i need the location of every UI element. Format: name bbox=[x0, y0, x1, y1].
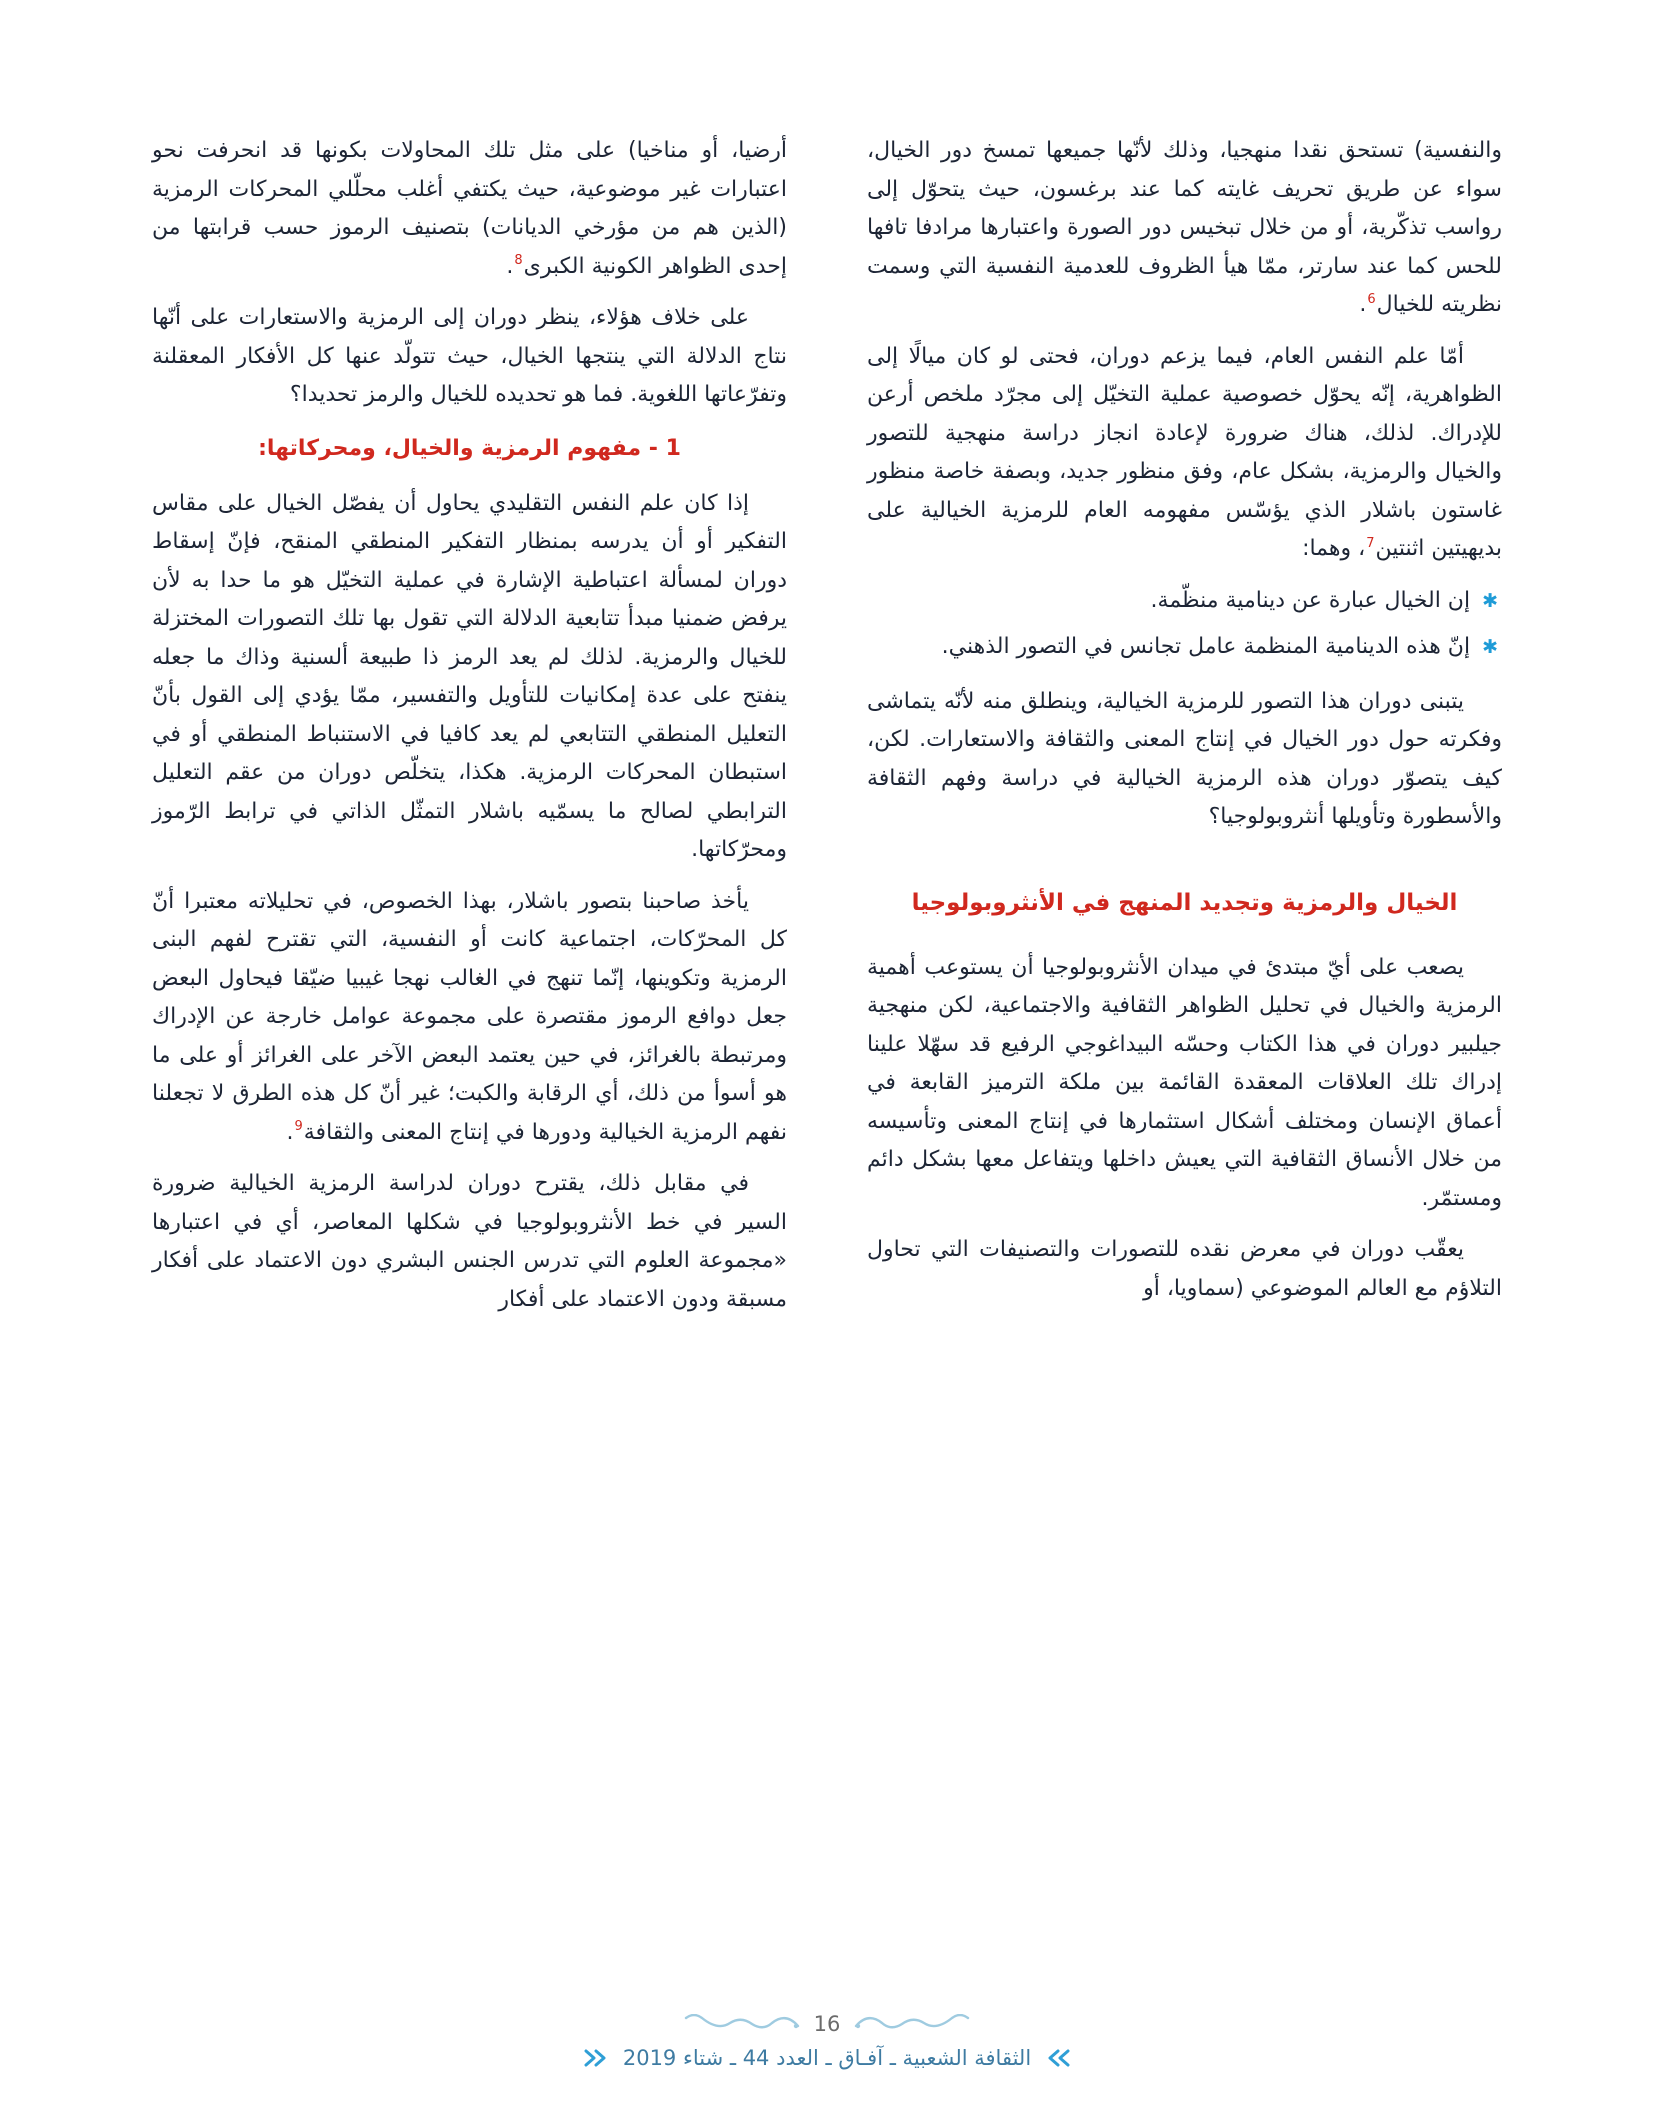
paragraph-text: يأخذ صاحبنا بتصور باشلار، بهذا الخصوص، في تحليلاته معتبرا أنّ كل المحرّكات، اجتماعية كانت أو النفسية، التي تقترح لفهم البنى الرمزية وتكوينها، إنّما تنهج في الغالب نهجا غيبيا ضيّقا فيحاول البعض جعل دوافع الرموز مقتصرة على مجموعة عوامل خارجة عن الإدراك ومرتبطة بالغرائز، في حين يعتمد البعض الآخر على الغرائز أو على ما هو أسوأ من ذلك، أي الرقابة والكبت؛ غير أنّ كل هذه الطرق لا تجعلنا نفهم الرمزية الخيالية ودورها في إنتاج المعنى والثقافة bbox=[152, 888, 787, 1145]
paragraph bbox=[867, 338, 1502, 569]
journal-title-line: الثقافة الشعبية ـ آفـاق ـ العدد 44 ـ شتاء 2019 bbox=[622, 2046, 1032, 2070]
paragraph bbox=[152, 883, 787, 1153]
flourish-icon bbox=[682, 2014, 802, 2034]
paragraph: إذا كان علم النفس التقليدي يحاول أن يفصّل الخيال على مقاس التفكير أو أن يدرسه بمنظار التفكير المنطقي المنقح، فإنّ إسقاط دوران لمسألة اعتباطية الإشارة في عملية التخيّل هو ما حدا به لأن يرفض ضمنيا مبدأ تتابعية الدلالة التي تقول بها تلك التصورات المختزلة للخيال والرمزية. لذلك لم يعد الرمز ذا طبيعة ألسنية وذاك ما جعله ينفتح على عدة إمكانيات للتأويل والتفسير، ممّا يؤدي إلى القول بأنّ التعليل المنطقي التتابعي لم يعد كافيا في الاستنباط المنطقي أو في استبطان المحركات الرمزية. هكذا، يتخلّص دوران من عقم التعليل الترابطي لصالح ما يسمّيه باشلار التمثّل الذاتي في ترابط الرّموز ومحرّكاتها. bbox=[152, 490, 787, 862]
paragraph: يصعب على أيّ مبتدئ في ميدان الأنثروبولوجيا أن يستوعب أهمية الرمزية والخيال في تحليل الظواهر الثقافية والاجتماعية، لكن منهجية جيلبير دوران في هذا الكتاب وحسّه البيداغوجي الرفيع قد سهّلا علينا إدراك تلك العلاقات المعقدة القائمة بين ملكة الترميز القابعة في أعماق الإنسان ومختلف أشكال استثمارها في إنتاج المعنى وتأسيسه من خلال الأنساق الثقافية التي يعيش داخلها ويتفاعل معها بشكل دائم ومستمّر. bbox=[867, 954, 1502, 1211]
asterisk-bullet-icon: ✱ bbox=[1482, 636, 1498, 658]
list-item bbox=[867, 628, 1498, 667]
paragraph: على خلاف هؤلاء، ينظر دوران إلى الرمزية والاستعارات على أنّها نتاج الدلالة التي ينتجها الخيال، حيث تتولّد عنها كل الأفكار المعقلنة وتفرّعاتها اللغوية. فما هو تحديده للخيال والرمز تحديدا؟ bbox=[152, 305, 787, 407]
page-number: 16 bbox=[813, 2012, 841, 2036]
paragraph bbox=[867, 132, 1502, 325]
list-item bbox=[867, 582, 1498, 621]
paragraph-text: أرضيا، أو مناخيا) على مثل تلك المحاولات بكونها قد انحرفت نحو اعتبارات غير موضوعية، حيث يكتفي أغلب محلّلي المحركات الرمزية (الذين هم من مؤرخي الديانات) بتصنيف الرموز حسب قرابتها من إحدى الظواهر الكونية الكبرى bbox=[152, 138, 787, 279]
bullet-list bbox=[867, 582, 1502, 667]
paragraph-text: أمّا علم النفس العام، فيما يزعم دوران، فحتى لو كان ميالًا إلى الظواهرية، إنّه يحوّل خصوصية عملية التخيّل إلى مجرّد ملخص أرعن للإدراك. لذلك، هناك ضرورة لإعادة انجاز دراسة منهجية للتصور والخيال والرمزية، بشكل عام، وفق منظور جديد، وبصفة خاصة منظور غاستون باشلار الذي يؤسّس مفهومه العام للرمزية الخيالية على بديهيتين اثنتين bbox=[867, 343, 1502, 561]
paragraph-text: ، وهما: bbox=[1302, 536, 1366, 561]
paragraph-text: والنفسية) تستحق نقدا منهجيا، وذلك لأنّها جميعها تمسخ دور الخيال، سواء عن طريق تحريف غايته كما عند برغسون، حيث يتحوّل إلى رواسب تذكّرية، أو من خلال تبخيس دور الصورة واعتبارها مرادفا تافها للحس كما عند سارتر، ممّا هيأ الظروف للعدمية النفسية التي وسمت نظريته للخيال bbox=[867, 138, 1502, 317]
bullet-text: إنّ هذه الدينامية المنظمة عامل تجانس في التصور الذهني. bbox=[941, 634, 1471, 659]
footnote-ref: 7 bbox=[1366, 535, 1375, 551]
journal-line-row bbox=[0, 2046, 1654, 2070]
double-chevron-icon bbox=[1047, 2049, 1073, 2067]
page-number-row bbox=[0, 2012, 1654, 2036]
footnote-ref: 6 bbox=[1367, 291, 1376, 307]
asterisk-bullet-icon: ✱ bbox=[1482, 589, 1498, 612]
footnote-ref: 8 bbox=[514, 253, 523, 269]
paragraph: يعقّب دوران في معرض نقده للتصورات والتصنيفات التي تحاول التلاؤم مع العالم الموضوعي (سماويا، أو bbox=[867, 1237, 1502, 1301]
article-body bbox=[152, 132, 1502, 1332]
flourish-icon bbox=[852, 2014, 972, 2034]
paragraph-text: . bbox=[506, 253, 514, 279]
double-chevron-icon bbox=[581, 2049, 607, 2067]
paragraph-text: . bbox=[1359, 292, 1367, 317]
subsection-heading: 1 - مفهوم الرمزية والخيال، ومحركاتها: bbox=[258, 435, 681, 461]
paragraph bbox=[152, 132, 787, 286]
column-right bbox=[867, 132, 1502, 1321]
page-footer bbox=[0, 2012, 1654, 2070]
paragraph: في مقابل ذلك، يقترح دوران لدراسة الرمزية الخيالية ضرورة السير في خط الأنثروبولوجيا في شكلها المعاصر، أي في اعتبارها «مجموعة العلوم التي تدرس الجنس البشري دون الاعتماد على أفكار مسبقة ودون الاعتماد على أفكار bbox=[152, 1171, 787, 1312]
column-left bbox=[152, 132, 787, 1332]
paragraph: يتبنى دوران هذا التصور للرمزية الخيالية، وينطلق منه لأنّه يتماشى وفكرته حول دور الخيال في إنتاج المعنى والثقافة والاستعارات. لكن، كيف يتصوّر دوران هذه الرمزية الخيالية في دراسة وفهم الثقافة والأسطورة وتأويلها أنثروبولوجيا؟ bbox=[867, 688, 1502, 829]
footnote-ref: 9 bbox=[294, 1119, 303, 1135]
paragraph-text: . bbox=[286, 1119, 294, 1145]
section-heading: الخيال والرمزية وتجديد المنهج في الأنثروبولوجيا bbox=[911, 889, 1458, 916]
bullet-text: إن الخيال عبارة عن دينامية منظّمة. bbox=[1150, 587, 1471, 613]
